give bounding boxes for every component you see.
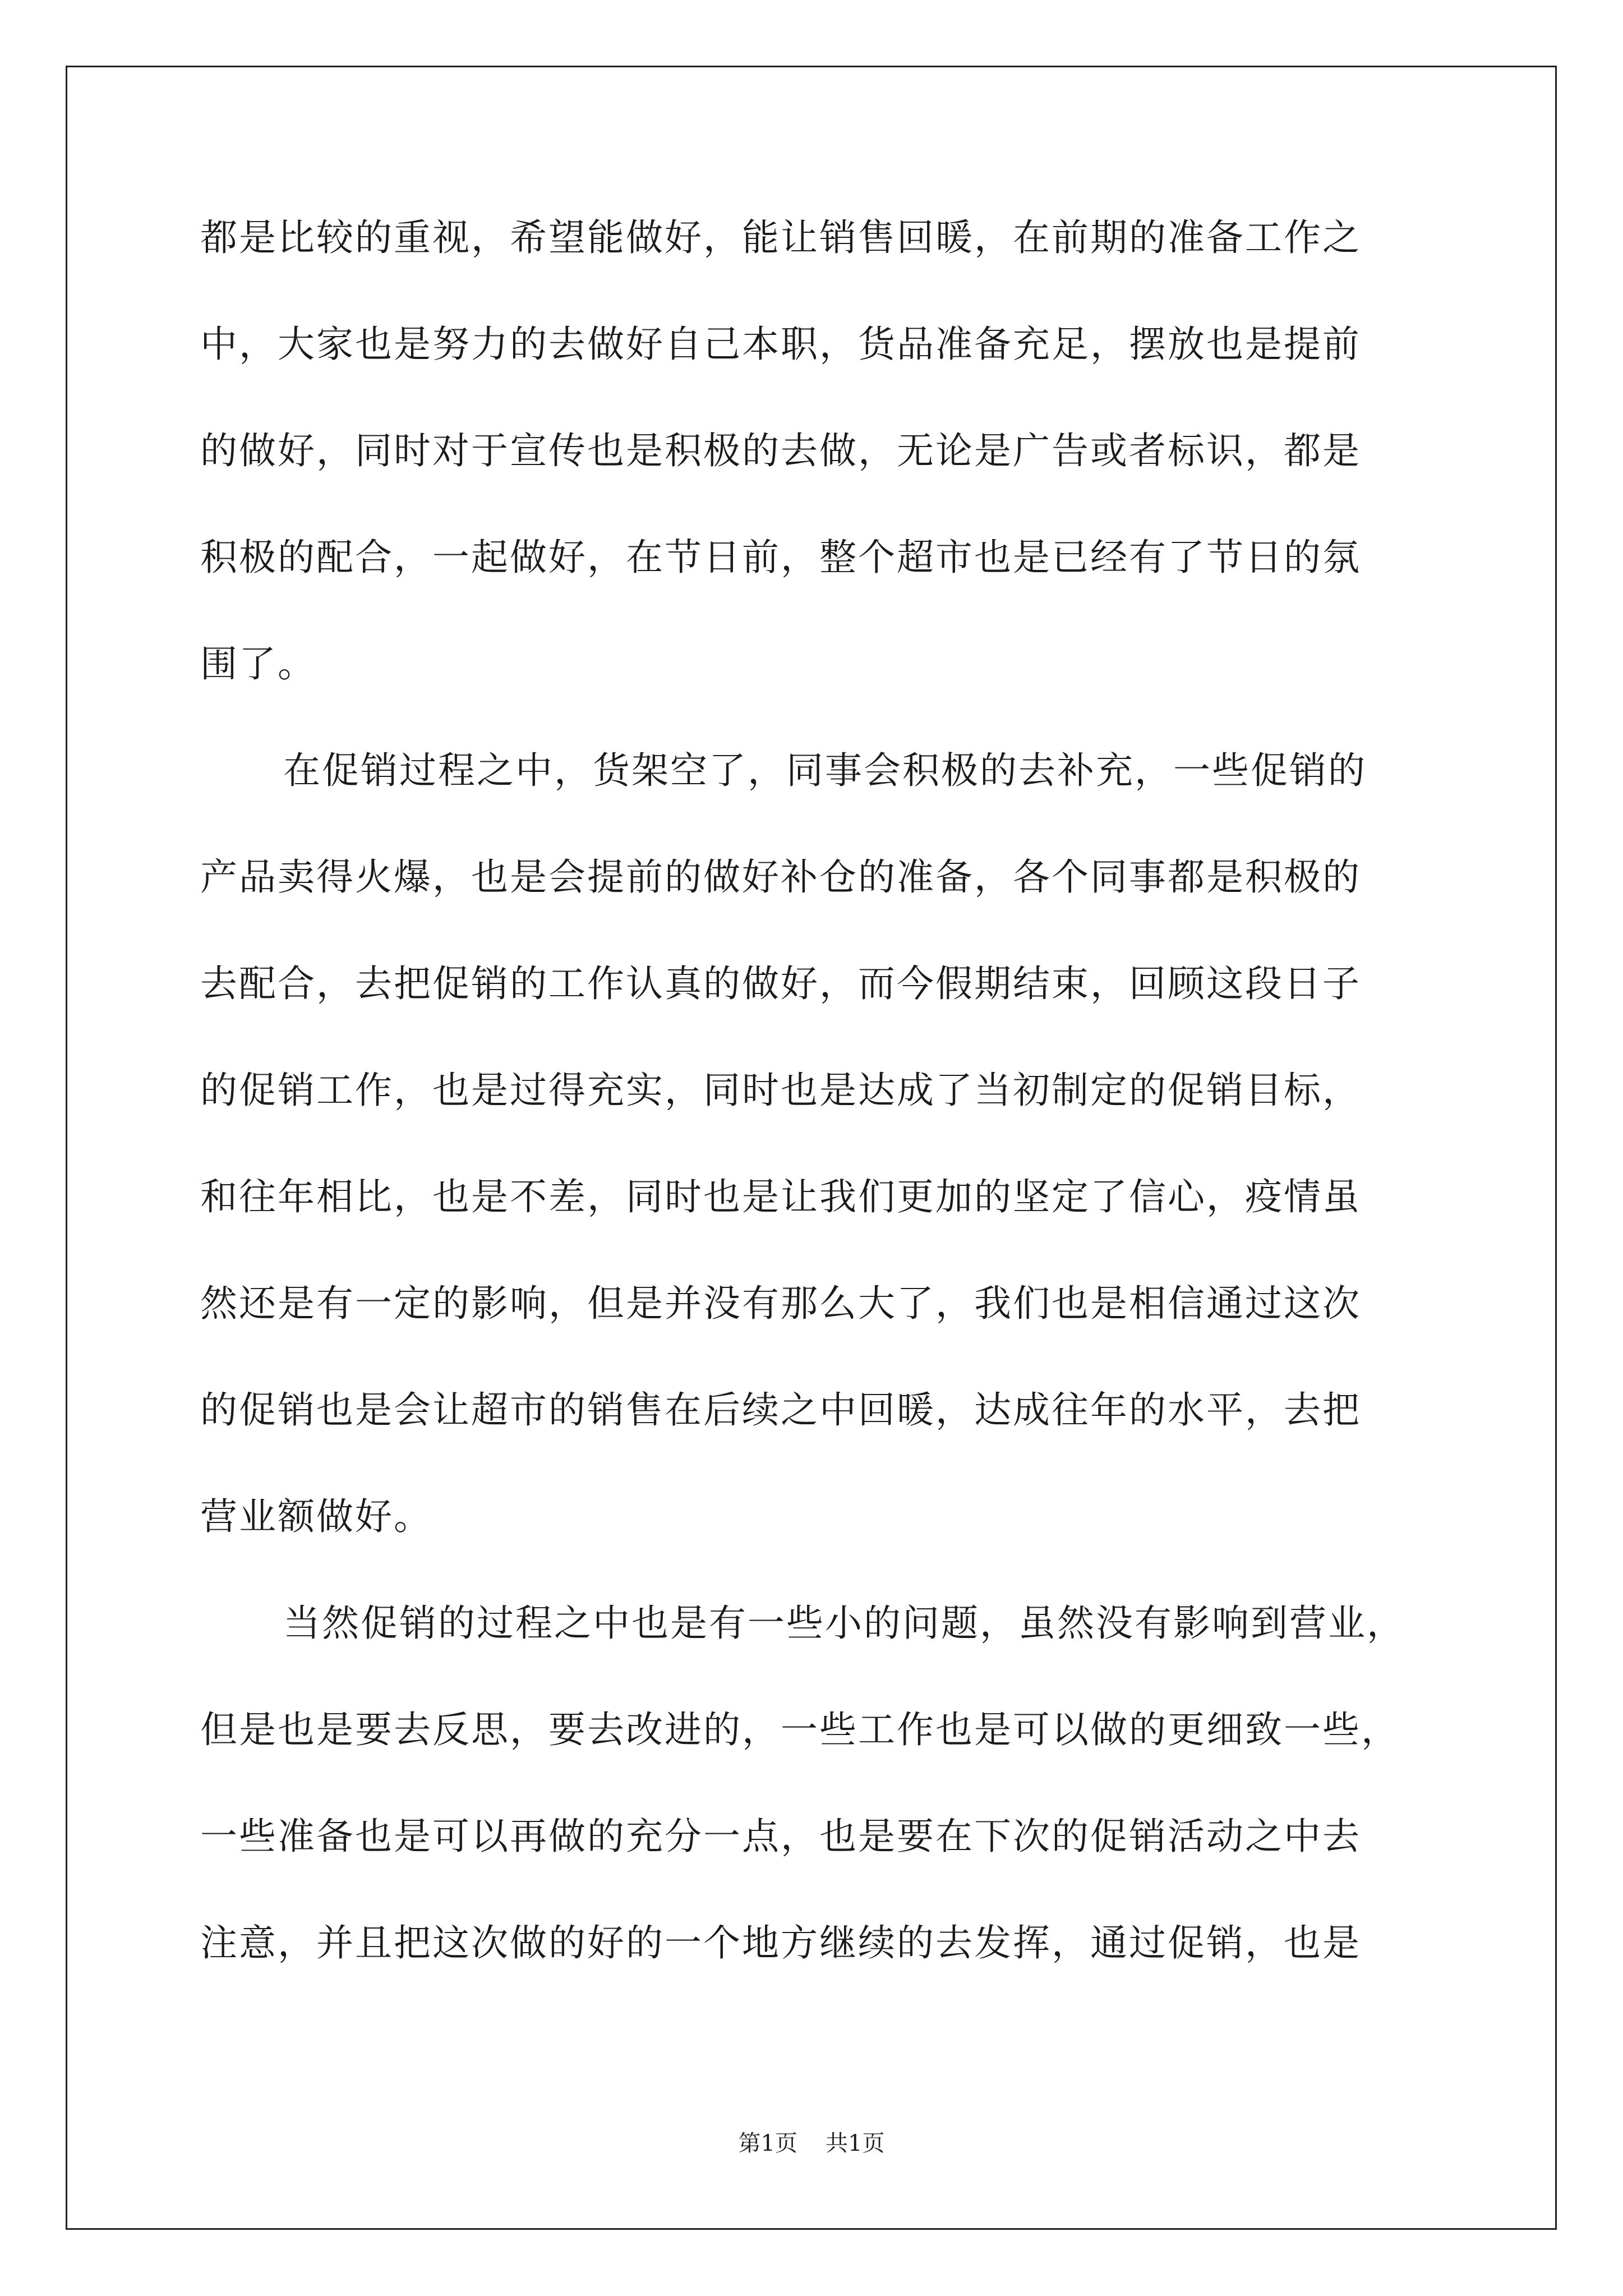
text-line: 在促销过程之中，货架空了，同事会积极的去补充，一些促销的	[283, 749, 1367, 792]
text-line: 产品卖得火爆，也是会提前的做好补仓的准备，各个同事都是积极的	[200, 855, 1361, 899]
page-footer	[0, 2129, 1623, 2157]
document-body	[200, 216, 1434, 2028]
text-line: 积极的配合，一起做好，在节日前，整个超市也是已经有了节日的氛	[200, 536, 1361, 579]
text-line: 但是也是要去反思，要去改进的，一些工作也是可以做的更细致一些，	[200, 1708, 1400, 1751]
text-line: 营业额做好。	[200, 1495, 432, 1538]
text-line: 一些准备也是可以再做的充分一点，也是要在下次的促销活动之中去	[200, 1815, 1361, 1858]
text-line: 的促销也是会让超市的销售在后续之中回暖，达成往年的水平，去把	[200, 1388, 1361, 1432]
text-line: 的促销工作，也是过得充实，同时也是达成了当初制定的促销目标，	[200, 1069, 1361, 1112]
text-line: 中，大家也是努力的去做好自己本职，货品准备充足，摆放也是提前	[200, 323, 1361, 366]
text-line: 去配合，去把促销的工作认真的做好，而今假期结束，回顾这段日子	[200, 962, 1361, 1005]
text-line: 当然促销的过程之中也是有一些小的问题，虽然没有影响到营业，	[283, 1602, 1405, 1645]
text-line: 注意，并且把这次做的好的一个地方继续的去发挥，通过促销，也是	[200, 1921, 1361, 1964]
text-line: 都是比较的重视，希望能做好，能让销售回暖，在前期的准备工作之	[200, 216, 1361, 259]
text-line: 和往年相比，也是不差，同时也是让我们更加的坚定了信心，疫情虽	[200, 1175, 1361, 1218]
page-number-total: 共1页	[826, 2131, 885, 2156]
text-line: 然还是有一定的影响，但是并没有那么大了，我们也是相信通过这次	[200, 1282, 1361, 1325]
text-line: 围了。	[200, 642, 316, 685]
page-number-current: 第1页	[738, 2131, 797, 2156]
text-line: 的做好，同时对于宣传也是积极的去做，无论是广告或者标识，都是	[200, 429, 1361, 472]
